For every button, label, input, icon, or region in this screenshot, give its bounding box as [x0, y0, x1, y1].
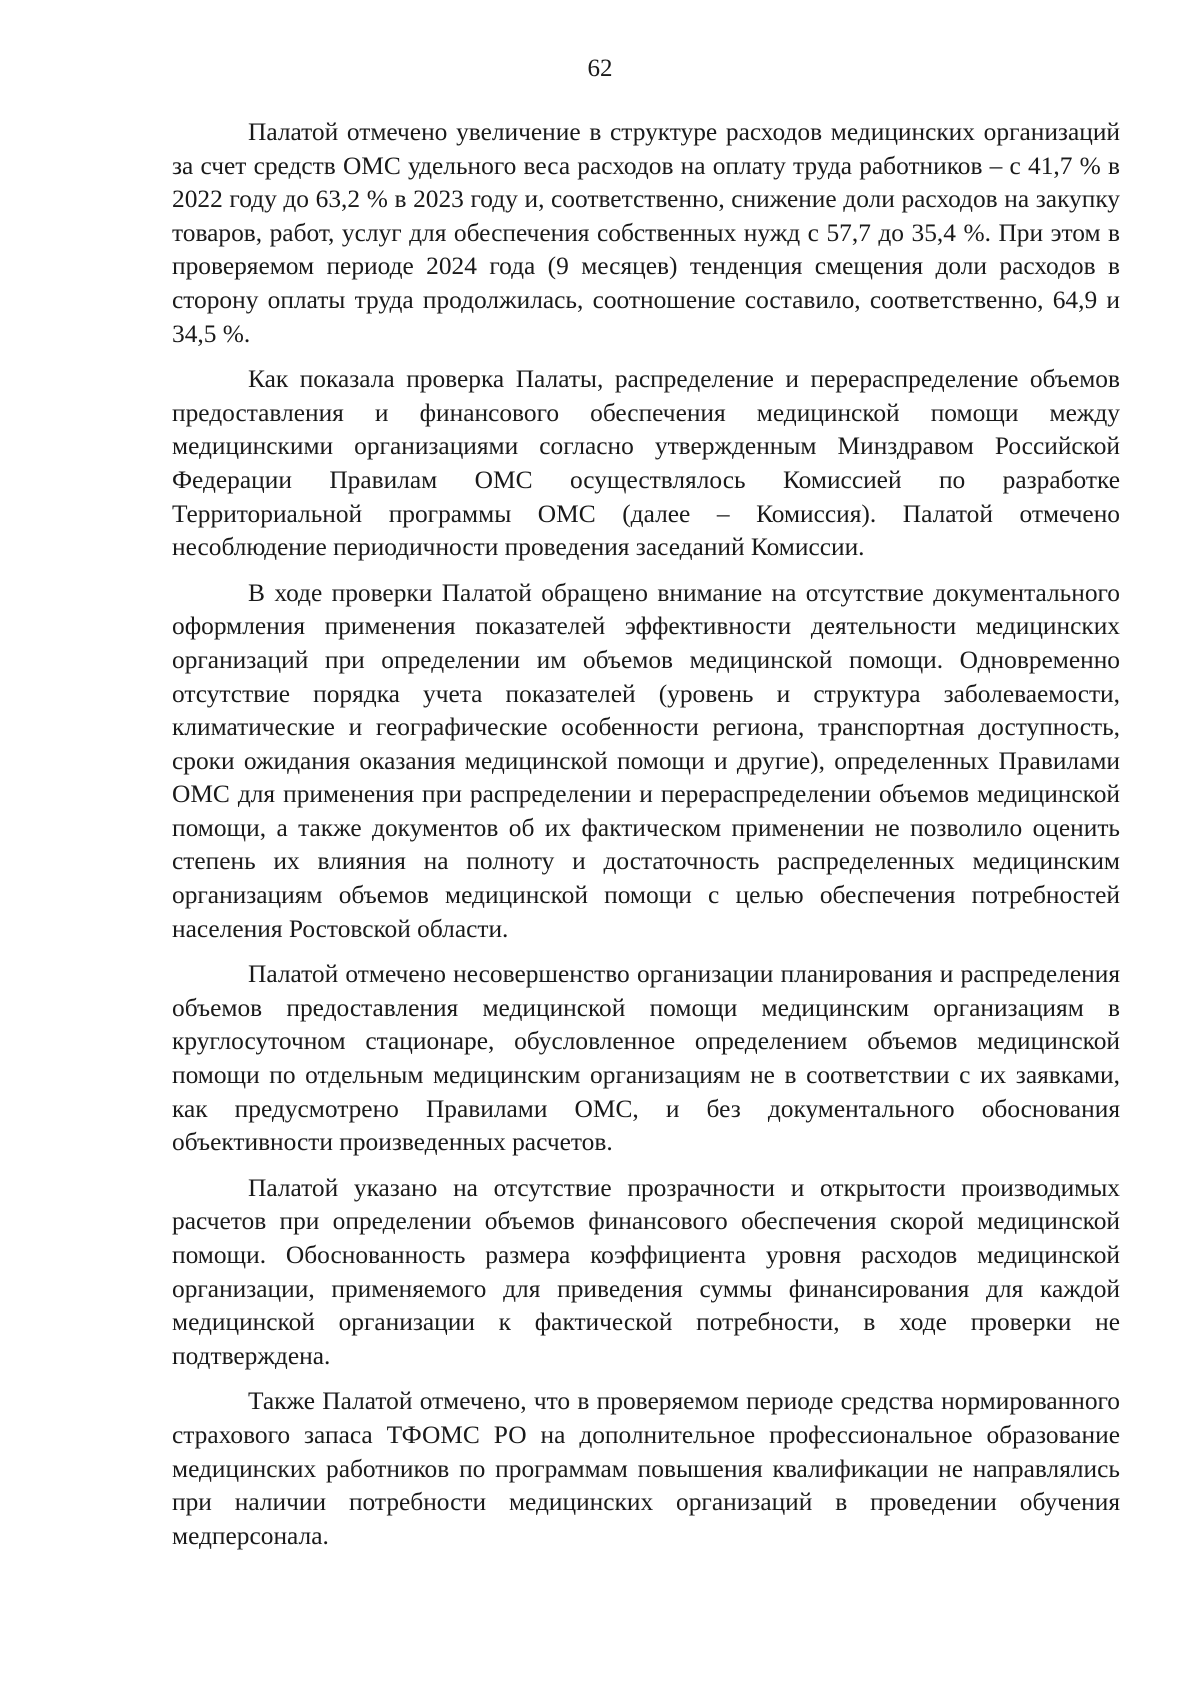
paragraph-ambulance-financing: Палатой указано на отсутствие прозрачности и открытости производимых расчетов при определении объемов финансового обеспечения скорой медицинской помощи. Обоснованность размера коэффициента уровня расходов медицинской организации, применяемого для приведения суммы финансирования для каждой медицинской организации к фактической потребности, в ходе проверки не подтверждена. [172, 1173, 1120, 1370]
page-number: 62 [587, 55, 613, 82]
paragraph-commission-distribution: Как показала проверка Палаты, распределение и перераспределение объемов предоставления и финансового обеспечения медицинской помощи между медицинскими организациями согласно утвержденным Минздравом Российской Федерации Правилам ОМС осуществлялось Комиссией по разработке Территориальной программы ОМС (далее – Комиссия). Палатой отмечено несоблюдение периодичности проведения заседаний Комиссии. [172, 365, 1120, 562]
paragraph-efficiency-indicators: В ходе проверки Палатой обращено внимание на отсутствие документального оформления применения показателей эффективности деятельности медицинских организаций при определении им объемов медицинской помощи. Одновременно отсутствие порядка учета показателей (уровень и структура заболеваемости, климатические и географические особенности региона, транспортная доступность, сроки ожидания оказания медицинской помощи и другие), определенных Правилами ОМС для применения при распределении и перераспределении объемов медицинской помощи, а также документов об их фактическом применении не позволило оценить степень их влияния на полноту и достаточность распределенных медицинским организациям объемов медицинской помощи с целью обеспечения потребностей населения Ростовской области. [172, 578, 1120, 943]
paragraph-inpatient-planning: Палатой отмечено несовершенство организации планирования и распределения объемов предоставления медицинской помощи медицинским организациям в круглосуточном стационаре, обусловленное определением объемов медицинской помощи по отдельным медицинским организациям не в соответствии с их заявками, как предусмотрено Правилами ОМС, и без документального обоснования объективности произведенных расчетов. [172, 960, 1120, 1157]
paragraph-insurance-reserve: Также Палатой отмечено, что в проверяемом периоде средства нормированного страхового запаса ТФОМС РО на дополнительное профессиональное образование медицинских работников по программам повышения квалификации не направлялись при наличии потребности медицинских организаций в проведении обучения медперсонала. [172, 1387, 1120, 1550]
paragraph-expense-structure: Палатой отмечено увеличение в структуре расходов медицинских организаций за счет средств ОМС удельного веса расходов на оплату труда работников – с 41,7 % в 2022 году до 63,2 % в 2023 году и, соответственно, снижение доли расходов на закупку товаров, работ, услуг для обеспечения собственных нужд с 57,7 до 35,4 %. При этом в проверяемом периоде 2024 года (9 месяцев) тенденция смещения доли расходов в сторону оплаты труда продолжилась, соотношение составило, соответственно, 64,9 и 34,5 %. [172, 118, 1120, 348]
document-body [172, 116, 1120, 1565]
